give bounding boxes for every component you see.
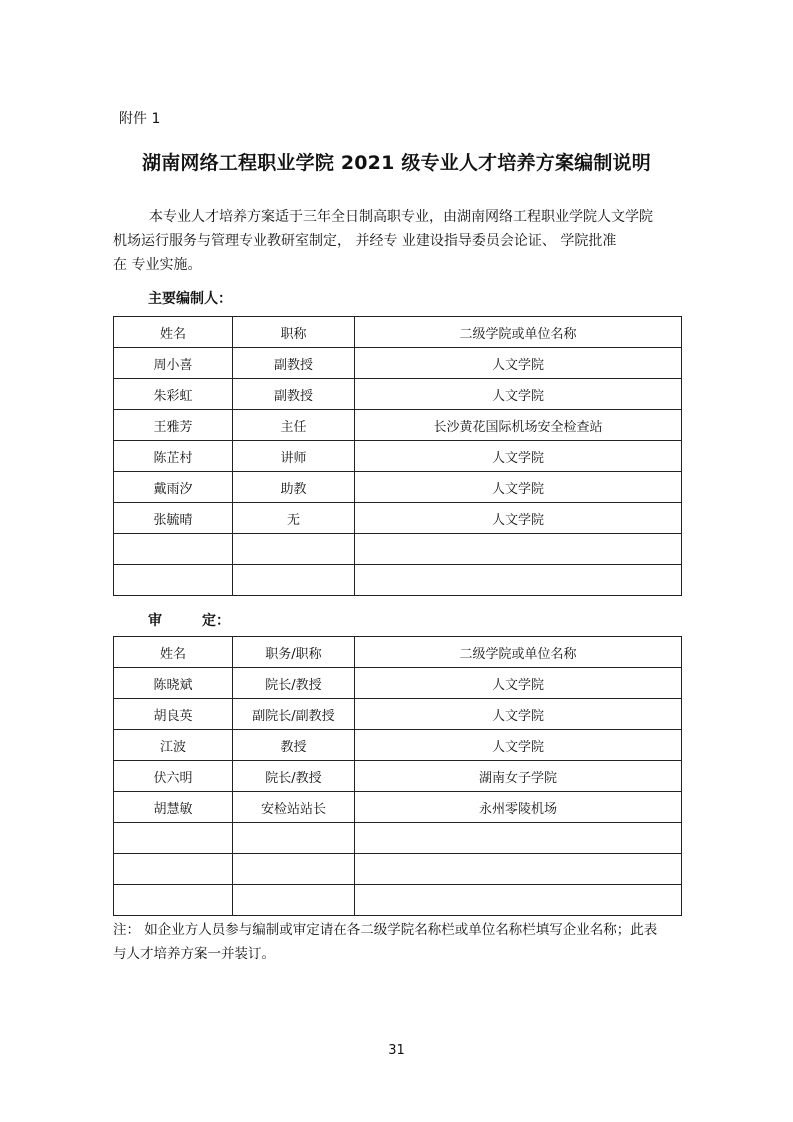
table-row — [114, 823, 682, 854]
intro-line: 机场运行服务与管理专业教研室制定， 并经专 业建设指导委员会论证、 学院批准 — [113, 233, 617, 249]
table-header-cell: 姓名 — [114, 637, 233, 668]
table-row — [114, 348, 682, 379]
table-cell — [233, 534, 355, 565]
table-row — [114, 565, 682, 596]
table-cell: 主任 — [233, 410, 355, 441]
note — [113, 918, 688, 966]
table-cell — [355, 885, 682, 916]
table-row — [114, 534, 682, 565]
table-cell: 张毓晴 — [114, 503, 233, 534]
table-cell: 安检站站长 — [233, 792, 355, 823]
table-cell — [233, 885, 355, 916]
table-header-cell: 姓名 — [114, 317, 233, 348]
table-header-row — [114, 317, 682, 348]
table-cell: 长沙黄花国际机场安全检查站 — [355, 410, 682, 441]
table-cell: 人文学院 — [355, 668, 682, 699]
attachment-label: 附件 1 — [119, 111, 161, 127]
review-table — [113, 636, 682, 916]
table-cell: 王雅芳 — [114, 410, 233, 441]
table-cell: 周小喜 — [114, 348, 233, 379]
table-cell — [114, 885, 233, 916]
table-row — [114, 410, 682, 441]
table-cell — [114, 823, 233, 854]
table-cell — [233, 565, 355, 596]
table-header-cell: 职务/职称 — [233, 637, 355, 668]
table-cell: 院长/教授 — [233, 761, 355, 792]
table-cell — [355, 854, 682, 885]
table-cell — [355, 565, 682, 596]
table-cell: 胡良英 — [114, 699, 233, 730]
document-title: 湖南网络工程职业学院 2021 级专业人才培养方案编制说明 — [142, 152, 651, 174]
table-row — [114, 503, 682, 534]
table-cell: 人文学院 — [355, 730, 682, 761]
review-label-part2: 定： — [202, 613, 230, 629]
table-row — [114, 885, 682, 916]
table-row — [114, 472, 682, 503]
editors-section-label: 主要编制人： — [148, 291, 232, 307]
table-header-cell: 二级学院或单位名称 — [355, 637, 682, 668]
table-cell: 副教授 — [233, 379, 355, 410]
table-cell — [114, 565, 233, 596]
table-cell: 助教 — [233, 472, 355, 503]
table-cell: 人文学院 — [355, 348, 682, 379]
table-cell: 戴雨汐 — [114, 472, 233, 503]
note-line: 与人才培养方案一并装订。 — [113, 946, 275, 962]
table-row — [114, 854, 682, 885]
table-cell: 人文学院 — [355, 503, 682, 534]
table-cell: 人文学院 — [355, 441, 682, 472]
table-row — [114, 441, 682, 472]
note-line: 注： 如企业方人员参与编制或审定请在各二级学院名称栏或单位名称栏填写企业名称；此表 — [113, 922, 658, 938]
table-cell: 永州零陵机场 — [355, 792, 682, 823]
table-cell — [114, 854, 233, 885]
table-header-row — [114, 637, 682, 668]
table-cell: 院长/教授 — [233, 668, 355, 699]
table-cell — [355, 534, 682, 565]
review-label-part1: 审 — [148, 613, 162, 629]
table-row — [114, 379, 682, 410]
table-cell: 伏六明 — [114, 761, 233, 792]
table-cell: 无 — [233, 503, 355, 534]
table-header-cell: 职称 — [233, 317, 355, 348]
intro-line: 本专业人才培养方案适于三年全日制高职专业，由湖南网络工程职业学院人文学院 — [149, 209, 653, 225]
table-cell — [114, 534, 233, 565]
table-row — [114, 761, 682, 792]
table-cell: 江波 — [114, 730, 233, 761]
table-cell: 人文学院 — [355, 699, 682, 730]
table-cell: 湖南女子学院 — [355, 761, 682, 792]
review-section-label — [148, 610, 230, 630]
page-number: 31 — [388, 1043, 405, 1058]
table-row — [114, 699, 682, 730]
table-cell: 教授 — [233, 730, 355, 761]
table-cell: 陈芷村 — [114, 441, 233, 472]
table-header-cell: 二级学院或单位名称 — [355, 317, 682, 348]
table-cell: 副教授 — [233, 348, 355, 379]
table-row — [114, 668, 682, 699]
table-cell: 讲师 — [233, 441, 355, 472]
table-cell: 朱彩虹 — [114, 379, 233, 410]
intro-paragraph — [113, 205, 683, 277]
table-cell — [355, 823, 682, 854]
table-cell — [233, 823, 355, 854]
table-cell: 副院长/副教授 — [233, 699, 355, 730]
table-cell: 人文学院 — [355, 472, 682, 503]
editors-table — [113, 316, 682, 596]
table-cell: 陈晓斌 — [114, 668, 233, 699]
table-cell — [233, 854, 355, 885]
table-row — [114, 792, 682, 823]
table-cell: 胡慧敏 — [114, 792, 233, 823]
table-row — [114, 730, 682, 761]
table-cell: 人文学院 — [355, 379, 682, 410]
intro-line: 在 专业实施。 — [113, 257, 202, 273]
